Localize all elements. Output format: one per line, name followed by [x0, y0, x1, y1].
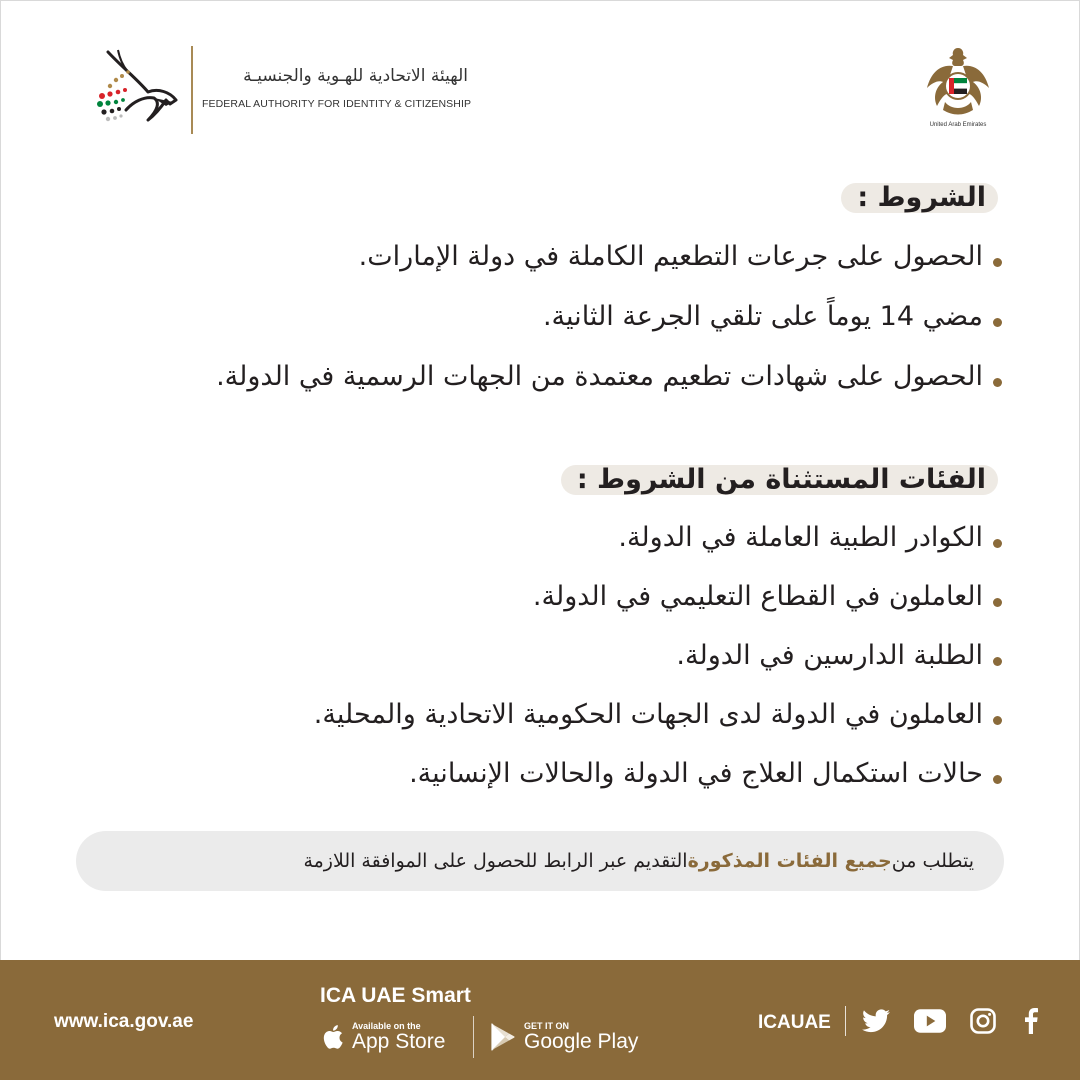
- gplay-small-label: GET IT ON: [524, 1021, 569, 1031]
- logo-divider: [191, 46, 193, 134]
- condition-text: مضي 14 يوماً على تلقي الجرعة الثانية.: [542, 300, 983, 332]
- youtube-icon: [914, 1009, 946, 1033]
- exempt-text: الطلبة الدارسين في الدولة.: [676, 640, 983, 671]
- exempt-text: العاملون في القطاع التعليمي في الدولة.: [532, 581, 983, 612]
- list-item: [60, 346, 1002, 406]
- condition-text: الحصول على جرعات التطعيم الكاملة في دولة الإمارات.: [358, 240, 983, 272]
- social-handle: ICAUAE: [758, 1012, 831, 1033]
- bullet-dot-icon: [993, 318, 1002, 327]
- list-item: [60, 685, 1002, 744]
- bullet-dot-icon: [993, 258, 1002, 267]
- facebook-icon: [1024, 1008, 1038, 1034]
- note-highlight: جميع الفئات المذكورة: [687, 850, 892, 872]
- bullet-dot-icon: [993, 539, 1002, 548]
- list-item: [60, 226, 1002, 286]
- list-item: [60, 744, 1002, 803]
- authority-logo: [78, 40, 478, 140]
- note-text-after: التقديم عبر الرابط للحصول على الموافقة اللازمة: [303, 850, 688, 872]
- gplay-big-label: Google Play: [524, 1030, 639, 1053]
- falcon-logo-icon: [78, 40, 188, 140]
- handle-divider: [845, 1006, 846, 1036]
- google-play-badge[interactable]: [490, 1014, 638, 1060]
- bullet-dot-icon: [993, 716, 1002, 725]
- exempt-heading: الفئات المستثناة من الشروط :: [561, 465, 998, 495]
- bullet-dot-icon: [993, 657, 1002, 666]
- uae-emblem-icon: [923, 44, 993, 120]
- list-item: [60, 508, 1002, 567]
- list-item: [60, 567, 1002, 626]
- exempt-text: حالات استكمال العلاج في الدولة والحالات الإنسانية.: [409, 758, 983, 789]
- website-link[interactable]: www.ica.gov.ae: [54, 1011, 194, 1032]
- app-title: ICA UAE Smart: [320, 984, 471, 1007]
- twitter-icon: [862, 1009, 890, 1033]
- application-note: [76, 831, 1004, 891]
- appstore-big-label: App Store: [352, 1030, 446, 1053]
- list-item: [60, 286, 1002, 346]
- footer-bar: [0, 960, 1080, 1080]
- emblem-caption: United Arab Emirates: [929, 122, 987, 128]
- condition-text: الحصول على شهادات تطعيم معتمدة من الجهات الرسمية في الدولة.: [216, 360, 983, 392]
- google-play-icon: [490, 1023, 516, 1051]
- facebook-link[interactable]: [1015, 1006, 1047, 1036]
- apple-icon: [320, 1023, 344, 1051]
- exempt-text: العاملون في الدولة لدى الجهات الحكومية الاتحادية والمحلية.: [313, 699, 983, 730]
- badge-divider: [473, 1016, 474, 1058]
- instagram-icon: [970, 1008, 996, 1034]
- bullet-dot-icon: [993, 775, 1002, 784]
- exempt-text: الكوادر الطبية العاملة في الدولة.: [618, 522, 983, 553]
- exempt-list: [60, 508, 1002, 803]
- bullet-dot-icon: [993, 378, 1002, 387]
- conditions-heading: الشروط :: [841, 183, 998, 213]
- appstore-small-label: Available on the: [352, 1021, 421, 1031]
- authority-name-arabic: الهيئة الاتحادية للهـوية والجنسيـة: [243, 66, 468, 86]
- uae-emblem: [922, 44, 994, 134]
- authority-name-english: FEDERAL AUTHORITY FOR IDENTITY & CITIZENSHIP: [202, 98, 472, 110]
- conditions-list: [60, 226, 1002, 406]
- bullet-dot-icon: [993, 598, 1002, 607]
- note-text-before: يتطلب من: [891, 850, 974, 872]
- twitter-link[interactable]: [860, 1006, 892, 1036]
- youtube-link[interactable]: [914, 1006, 946, 1036]
- list-item: [60, 626, 1002, 685]
- app-store-badge[interactable]: [320, 1014, 445, 1060]
- instagram-link[interactable]: [967, 1006, 999, 1036]
